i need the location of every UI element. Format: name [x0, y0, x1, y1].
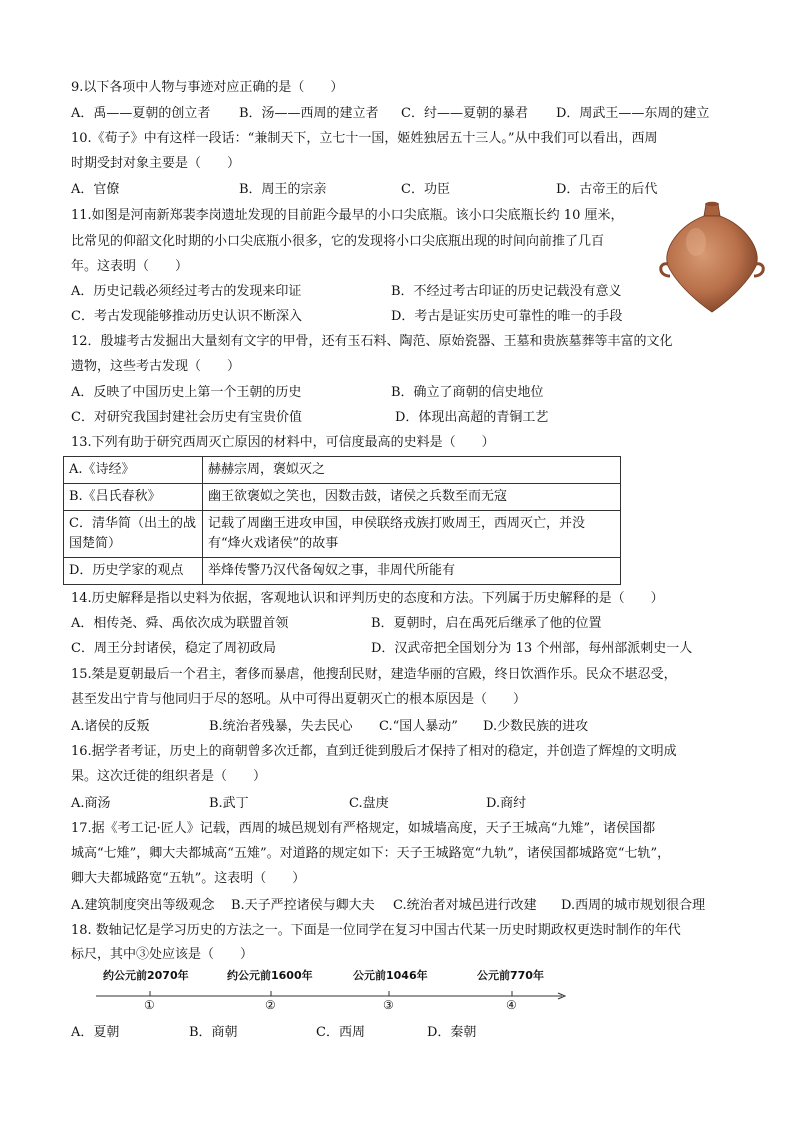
q16-stem-line2: 果。这次迁徙的组织者是（ ） — [71, 769, 267, 784]
q11-stem-line2: 比常见的仰韶文化时期的小口尖底瓶小很多，它的发现将小口尖底瓶出现的时间向前推了几百 — [71, 234, 605, 249]
q15-options — [71, 719, 731, 735]
q17-stem-line1: 17.据《考工记·匠人》记载，西周的城邑规划有严格规定，如城墙高度，天子王城高“九雉”，诸侯国都 — [71, 821, 656, 836]
q18-stem-line2: 标尺，其中③处应该是（ ） — [71, 947, 254, 962]
q10-option-c: C．功臣 — [401, 182, 450, 197]
q17-option-a: A.建筑制度突出等级观念 — [71, 898, 215, 913]
table-row — [64, 511, 621, 558]
timeline-markers — [71, 997, 731, 1013]
q16-option-c: C.盘庚 — [349, 796, 389, 811]
q15-option-c: C.“国人暴动” — [379, 719, 458, 734]
q14-option-b: B．夏朝时，启在禹死后继承了他的位置 — [371, 616, 602, 631]
q12-options-row1 — [71, 385, 731, 401]
timeline-label-2: 约公元前1600年 — [227, 969, 313, 982]
q12-option-b: B．确立了商朝的信史地位 — [391, 385, 544, 400]
q17-option-c: C.统治者对城邑进行改建 — [393, 898, 537, 913]
table-cell-content: 举烽传警乃汉代备匈奴之事，非周代所能有 — [203, 558, 621, 585]
q9-option-c: C．纣——夏朝的暴君 — [401, 106, 528, 121]
q14-stem: 14.历史解释是指以史料为依据，客观地认识和评判历史的态度和方法。下列属于历史解释的是（ ） — [71, 591, 664, 606]
q17-stem-line3: 卿大夫都城路宽“五轨”。这表明（ ） — [71, 871, 306, 886]
timeline-label-3: 公元前1046年 — [353, 969, 428, 982]
q12-option-d: D．体现出高超的青铜工艺 — [395, 410, 549, 425]
timeline-marker-3: ③ — [383, 998, 394, 1012]
timeline-marker-1: ① — [144, 998, 155, 1012]
q15-option-b: B.统治者残暴，失去民心 — [209, 719, 353, 734]
q14-option-a: A．相传尧、舜、禹依次成为联盟首领 — [71, 616, 289, 631]
table-cell-content: 赫赫宗周，褒姒灭之 — [203, 457, 621, 484]
q16-option-a: A.商汤 — [71, 796, 111, 811]
timeline-label-1: 约公元前2070年 — [103, 969, 189, 982]
q11-option-b: B．不经过考古印证的历史记载没有意义 — [391, 284, 622, 299]
table-row — [64, 558, 621, 585]
q18-option-b: B．商朝 — [189, 1025, 238, 1040]
q9-option-d: D．周武王——东周的建立 — [556, 106, 710, 121]
q12-options-row2 — [71, 410, 731, 426]
q11-options-row1 — [71, 284, 731, 300]
q16-option-d: D.商纣 — [486, 796, 527, 811]
q17-option-d: D.西周的城市规划很合理 — [561, 898, 706, 913]
q16-stem-line1: 16.据学者考证，历史上的商朝曾多次迁都，直到迁徙到殷后才保持了相对的稳定，并创造了辉煌的文明成 — [71, 744, 677, 759]
timeline-labels — [71, 968, 731, 984]
table-cell-source: D．历史学家的观点 — [64, 558, 203, 585]
table-cell-source: C．清华简（出土的战国楚简） — [64, 511, 203, 558]
q14-option-c: C．周王分封诸侯，稳定了周初政局 — [71, 641, 276, 656]
q10-option-d: D．古帝王的后代 — [556, 182, 658, 197]
q11-option-c: C．考古发现能够推动历史认识不断深入 — [71, 309, 302, 324]
timeline-label-4: 公元前770年 — [477, 969, 544, 982]
q18-option-c: C．西周 — [316, 1025, 365, 1040]
q13-stem: 13.下列有助于研究西周灭亡原因的材料中，可信度最高的史料是（ ） — [71, 435, 495, 450]
q17-stem-line2: 城高“七雉”，卿大夫都城高“五雉”。对道路的规定如下：天子王城路宽“九轨”，诸侯国都城路宽“七轨”， — [71, 846, 671, 861]
q12-option-a: A．反映了中国历史上第一个王朝的历史 — [71, 385, 302, 400]
timeline-marker-4: ④ — [506, 998, 517, 1012]
q10-option-b: B．周王的宗亲 — [239, 182, 327, 197]
q17-option-b: B.天子严控诸侯与卿大夫 — [231, 898, 375, 913]
q11-option-d: D．考古是证实历史可靠性的唯一的手段 — [391, 309, 623, 324]
q9-option-b: B．汤——西周的建立者 — [239, 106, 379, 121]
q15-stem-line1: 15.桀是夏朝最后一个君主，奢侈而暴虐，他搜刮民财，建造华丽的宫殿，终日饮酒作乐。民众不堪忍受， — [71, 667, 677, 682]
q9-options — [71, 106, 731, 122]
q14-option-d: D．汉武帝把全国划分为 13 个州部，每州部派刺史一人 — [371, 641, 693, 656]
q11-stem-line1: 11.如图是河南新郑裴李岗遗址发现的目前距今最早的小口尖底瓶。该小口尖底瓶长约 10 厘米， — [71, 208, 624, 223]
table-cell-source: B.《吕氏春秋》 — [64, 484, 203, 511]
q16-options — [71, 796, 731, 812]
q9-option-a: A．禹——夏朝的创立者 — [71, 106, 211, 121]
q10-stem-line2: 时期受封对象主要是（ ） — [71, 156, 241, 171]
q11-option-a: A．历史记载必须经过考古的发现来印证 — [71, 284, 302, 299]
q18-options — [71, 1025, 731, 1041]
q14-options-row1 — [71, 616, 731, 632]
table-row — [64, 484, 621, 511]
q15-option-a: A.诸侯的反叛 — [71, 719, 150, 734]
table-cell-source: A.《诗经》 — [64, 457, 203, 484]
table-row — [64, 457, 621, 484]
q12-stem-line1: 12．殷墟考古发掘出大量刻有文字的甲骨，还有玉石料、陶范、原始瓷器、王墓和贵族墓葬等丰富的文化 — [71, 334, 673, 349]
q13-source-table — [63, 456, 621, 585]
q14-options-row2 — [71, 641, 731, 657]
q11-options-row2 — [71, 309, 731, 325]
q15-stem-line2: 甚至发出宁肯与他同归于尽的怒吼。从中可得出夏朝灭亡的根本原因是（ ） — [71, 692, 527, 707]
q10-stem-line1: 10.《荀子》中有这样一段话：“兼制天下，立七十一国，姬姓独居五十三人。”从中我们可以看出，西周 — [71, 131, 658, 146]
timeline-marker-2: ② — [265, 998, 276, 1012]
q15-option-d: D.少数民族的进攻 — [483, 719, 589, 734]
q12-option-c: C．对研究我国封建社会历史有宝贵价值 — [71, 410, 302, 425]
table-cell-content: 幽王欲褒姒之笑也，因数击鼓，诸侯之兵数至而无寇 — [203, 484, 621, 511]
q11-stem-line3: 年。这表明（ ） — [71, 259, 189, 274]
q12-stem-line2: 遗物，这些考古发现（ ） — [71, 359, 241, 374]
table-cell-content: 记载了周幽王进攻申国，申侯联络戎族打败周王，西周灭亡，并没有“烽火戏诸侯”的故事 — [203, 511, 621, 558]
q18-option-d: D．秦朝 — [427, 1025, 477, 1040]
q9-stem: 9.以下各项中人物与事迹对应正确的是（ ） — [71, 80, 344, 95]
q10-option-a: A．官僚 — [71, 182, 120, 197]
q17-options — [71, 898, 731, 914]
q18-option-a: A．夏朝 — [71, 1025, 120, 1040]
pointed-bottom-vase-image — [656, 200, 766, 315]
q16-option-b: B.武丁 — [209, 796, 249, 811]
q10-options — [71, 182, 731, 198]
q18-stem-line1: 18. 数轴记忆是学习历史的方法之一。下面是一位同学在复习中国古代某一历史时期政权更迭时制作的年代 — [71, 923, 681, 938]
